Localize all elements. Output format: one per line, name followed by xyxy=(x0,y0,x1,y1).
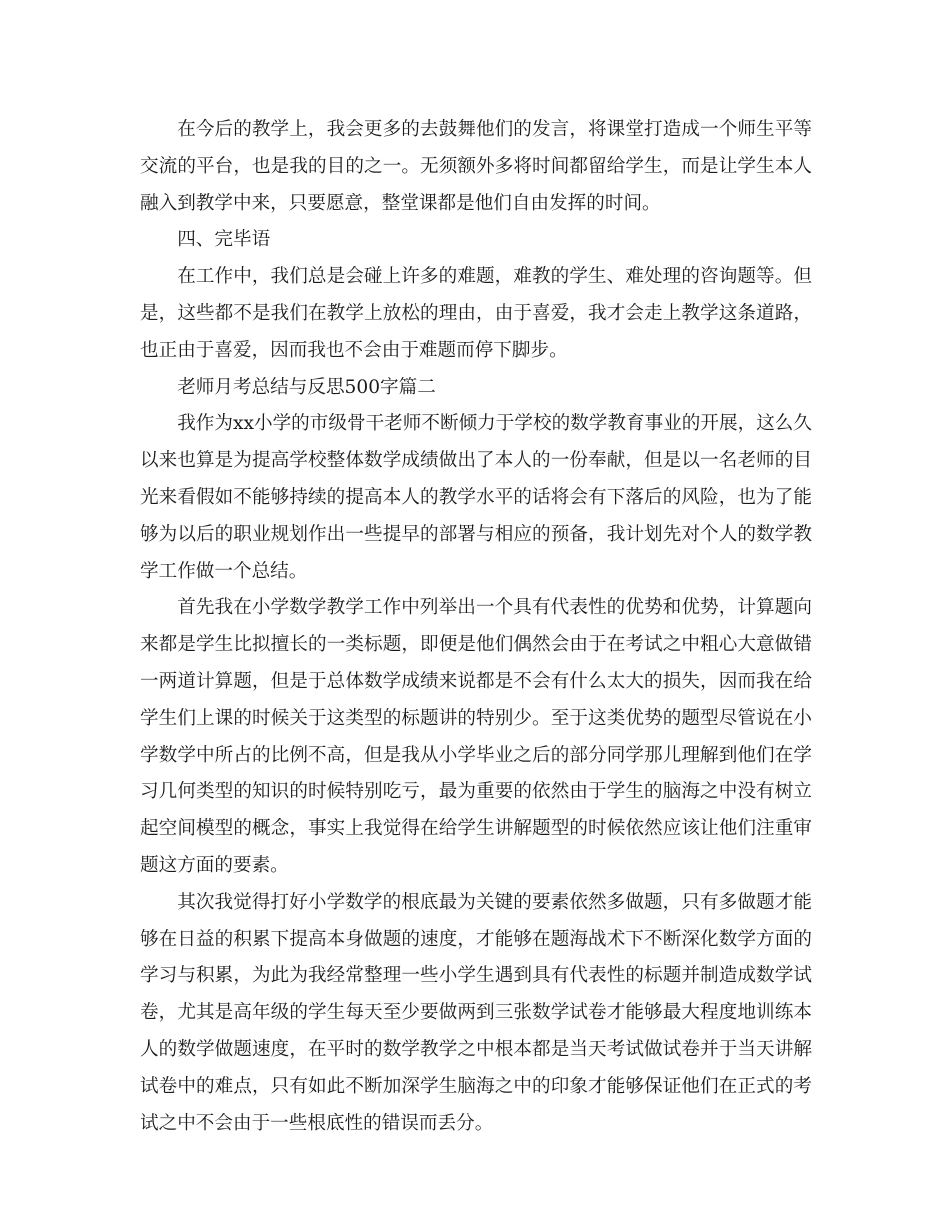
paragraph-teaching-plan: 在今后的教学上，我会更多的去鼓舞他们的发言，将课堂打造成一个师生平等交流的平台，也是我的目的之一。无须额外多将时间都留给学生，而是让学生本人融入到教学中来，只要愿意，整堂课都是他们自由发挥的时间。 xyxy=(140,119,812,214)
paragraph-conclusion: 在工作中，我们总是会碰上许多的难题，难教的学生、难处理的咨询题等。但是，这些都不是我们在教学上放松的理由，由于喜爱，我才会走上教学这条道路，也正由于喜爱，因而我也不会由于难题而停下脚步。 xyxy=(140,266,812,361)
paragraph-second-point: 其次我觉得打好小学数学的根底最为关键的要素依然多做题，只有多做题才能够在日益的积累下提高本身做题的速度，才能够在题海战术下不断深化数学方面的学习与积累，为此为我经常整理一些小学生遇到具有代表性的标题并制造成数学试卷，尤其是高年级的学生每天至少要做两到三张数学试卷才能够最大程度地训练本人的数学做题速度，在平时的数学教学之中根本都是当天考试做试卷并于当天讲解试卷中的难点，只有如此不断加深学生脑海之中的印象才能够保证他们在正式的考试之中不会由于一些根底性的错误而丢分。 xyxy=(140,891,812,1134)
document-body xyxy=(140,112,812,1142)
paragraph-first-point: 首先我在小学数学教学工作中列举出一个具有代表性的优势和优势，计算题向来都是学生比拟擅长的一类标题，即便是他们偶然会由于在考试之中粗心大意做错一两道计算题，但是于总体数学成绩来说都是不会有什么太大的损失，因而我在给学生们上课的时候关于这类型的标题讲的特别少。至于这类优势的题型尽管说在小学数学中所占的比例不高，但是我从小学毕业之后的部分同学那儿理解到他们在学习几何类型的知识的时候特别吃亏，最为重要的依然由于学生的脑海之中没有树立起空间模型的概念，事实上我觉得在给学生讲解题型的时候依然应该让他们注重审题这方面的要素。 xyxy=(140,597,812,876)
article-title-part-two: 老师月考总结与反思500字篇二 xyxy=(177,376,436,398)
paragraph-introduction: 我作为xx小学的市级骨干老师不断倾力于学校的数学教育事业的开展，这么久以来也算是为提高学校整体数学成绩做出了本人的一份奉献，但是以一名老师的目光来看假如不能够持续的提高本人的教学水平的话将会有下落后的风险，也为了能够为以后的职业规划作出一些提早的部署与相应的预备，我计划先对个人的数学教学工作做一个总结。 xyxy=(140,413,812,582)
section-heading-conclusion: 四、完毕语 xyxy=(177,229,271,251)
